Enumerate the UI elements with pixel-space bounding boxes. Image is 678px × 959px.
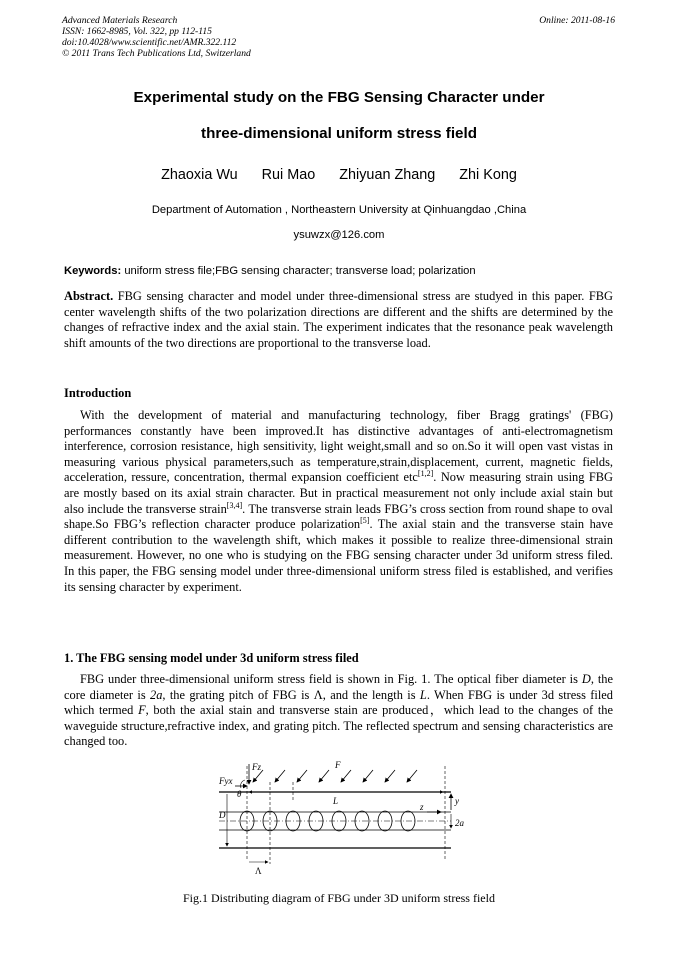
keywords-text: uniform stress file;FBG sensing character; transverse load; polarization — [124, 265, 476, 277]
introduction-body — [64, 408, 613, 595]
affiliation: Department of Automation , Northeastern University at Qinhuangdao ,China — [151, 204, 527, 216]
keywords — [64, 265, 476, 277]
author-list — [0, 167, 678, 183]
introduction-heading: Introduction — [64, 386, 132, 400]
keywords-label: Keywords: — [64, 265, 122, 277]
doi-line: doi:10.4028/www.scientific.net/AMR.322.112 — [62, 37, 237, 48]
citation: [5] — [360, 516, 370, 526]
citation: [3,4] — [226, 500, 243, 510]
intro-text-4: . The axial stain and the transverse stain have different contribution to the wavelength shift, which makes it possible to realize three-dimensional strain measurement. However, no one who is studying on the FBG sensing character under 3d uniform stress filed. In this paper, the FBG sensing model under three-dimensional uniform stress filed is established, and verifies its sensing character by experiment. — [64, 517, 613, 594]
sec1-text: , the core diameter is — [64, 672, 613, 702]
figure-caption: Fig.1 Distributing diagram of FBG under 3D uniform stress field — [183, 891, 495, 905]
author-name: Rui Mao — [261, 167, 316, 183]
math-var-l: L — [419, 687, 427, 702]
stress-arrow — [385, 770, 395, 782]
stress-arrow — [319, 770, 329, 782]
citation: [1,2] — [417, 469, 434, 479]
section-1-body — [64, 672, 613, 750]
paper-title-line-2: three-dimensional uniform stress field — [201, 125, 477, 142]
intro-text-1: With the development of material and manufacturing technology, fiber Bragg gratings' (FBG) performances constantly have been improved.It has distinctive advantages of anti-electromagnetism interference, corrosion resistance, high sensitivity, light weight,small and so on.So it will open vast vistas in measuring various physical parameters,such as temperature,strain,displacement, current, magnetic fields, acceleration, ressure, concentration, thermal expansion coefficient etc — [64, 408, 613, 485]
stress-arrows — [253, 770, 417, 782]
label-d: D — [219, 810, 226, 820]
math-var-2a: 2a — [150, 687, 163, 702]
label-fz: Fz — [252, 762, 261, 772]
label-fyx: Fyx — [219, 776, 233, 786]
author-name: Zhiyuan Zhang — [339, 167, 436, 183]
sec1-text: , both the axial stain and transverse stain are produced，which lead to the changes of the waveguide structure,refractive index, and grating pitch. The reflected spectrum and sensing characteristics are changed too. — [64, 703, 614, 749]
abstract — [64, 289, 613, 351]
label-lambda: Λ — [255, 866, 262, 876]
copyright-line: © 2011 Trans Tech Publications Ltd, Switzerland — [62, 48, 251, 59]
author-name: Zhaoxia Wu — [161, 167, 238, 183]
label-theta: θ — [237, 789, 242, 799]
math-var-d: D — [581, 672, 591, 686]
math-var-f: F — [138, 703, 146, 718]
label-y: y — [455, 796, 459, 806]
paper-title-line-1: Experimental study on the FBG Sensing Character under — [133, 89, 545, 106]
online-date: Online: 2011-08-16 — [539, 15, 615, 26]
author-name: Zhi Kong — [459, 167, 517, 183]
sec1-text: , the grating pitch of FBG is — [162, 687, 314, 702]
label-f: F — [335, 760, 341, 770]
sec1-text: , and the length is — [322, 687, 420, 702]
section-1-heading: 1. The FBG sensing model under 3d uniform stress filed — [64, 651, 359, 665]
issn-line: ISSN: 1662-8985, Vol. 322, pp 112-115 — [62, 26, 212, 37]
label-z: z — [420, 802, 424, 812]
intro-text-2: . Now measuring strain using FBG are mostly based on its axial strain character. But in practical measurement not only include axial stain but also include the transverse strain — [64, 470, 613, 516]
label-2a: 2a — [455, 818, 464, 828]
sec1-text: FBG under three-dimensional uniform stress field is shown in Fig. 1. The optical fiber diameter is — [80, 672, 582, 686]
theta-arc — [241, 780, 245, 788]
math-var-lambda: Λ — [313, 687, 323, 702]
stress-arrow — [407, 770, 417, 782]
journal-header — [62, 15, 251, 59]
author-email: ysuwzx@126.com — [293, 229, 385, 241]
abstract-label: Abstract. — [64, 289, 114, 303]
fbg-diagram-svg — [215, 760, 470, 888]
stress-arrow — [341, 770, 351, 782]
abstract-text: FBG sensing character and model under three-dimensional stress are studyed in this paper. FBG center wavelength shifts of the two polarization directions are different and the shifts are determined by the changes of refractive index and the axial stain. The experiment indicates that the resonance peak wavelength shift amounts of the two directions are proportional to the transverse load. — [64, 289, 613, 350]
stress-arrow — [275, 770, 285, 782]
label-l: L — [333, 796, 339, 806]
stress-arrow — [363, 770, 373, 782]
fbg-diagram — [215, 760, 470, 888]
journal-name: Advanced Materials Research — [62, 15, 178, 26]
sec1-text: . When FBG is under 3d stress filed which termed — [64, 687, 613, 718]
intro-text-3: . The transverse strain leads FBG’s cross section from round shape to oval shape.So FBG’s reflection character produce polarization — [64, 501, 613, 532]
stress-arrow — [297, 770, 307, 782]
